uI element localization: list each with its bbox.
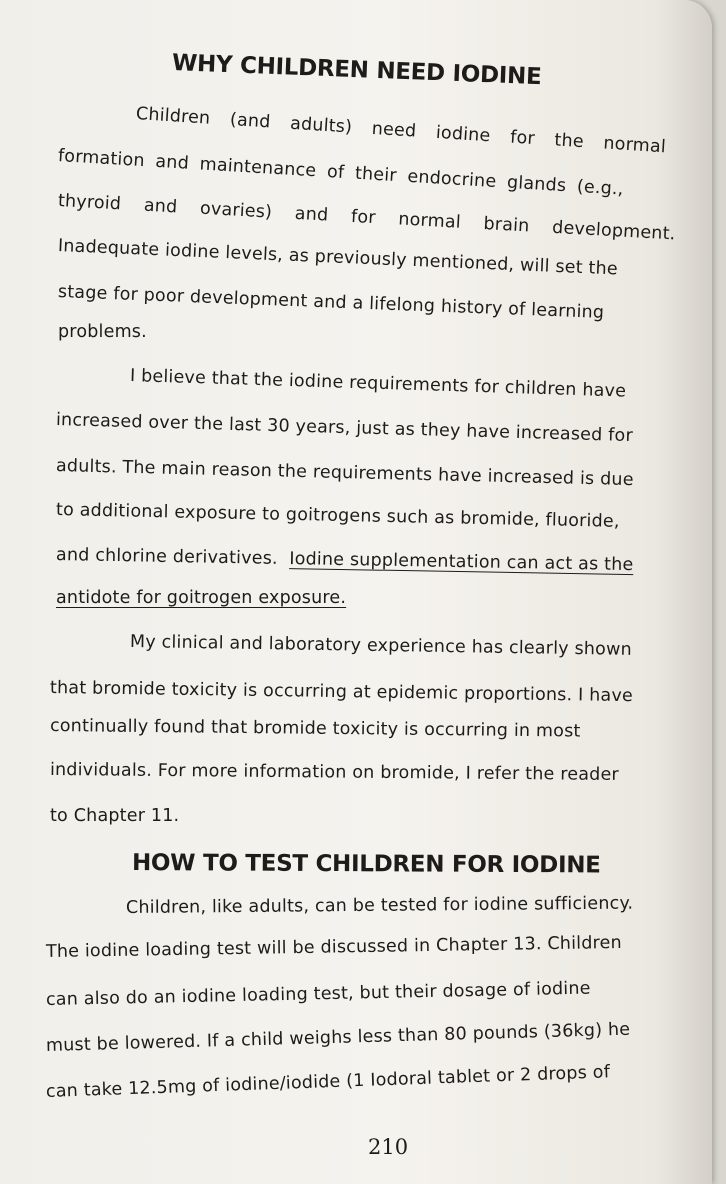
text-line: The iodine loading test will be discussed in Chapter 13. Children (45, 932, 622, 962)
text-line: Children (and adults) need iodine for the normal (135, 104, 667, 158)
text-line: to Chapter 11. (50, 806, 180, 826)
text-line: continually found that bromide toxicity is occurring in most (49, 716, 581, 742)
text-line: Children, like adults, can be tested for iodine sufficiency. (125, 893, 634, 918)
text-line: problems. (58, 322, 147, 342)
text-line: can also do an iodine loading test, but their dosage of iodine (45, 978, 591, 1010)
text-line: individuals. For more information on bromide, I refer the reader (49, 760, 619, 785)
text-line: I believe that the iodine requirements for children have (129, 366, 627, 402)
text-line: must be lowered. If a child weighs less than 80 pounds (36kg) he (45, 1019, 631, 1056)
underlined-text: Iodine supplementation can act as the (289, 549, 634, 576)
heading-how-to-test-children: HOW TO TEST CHILDREN FOR IODINE (131, 850, 601, 879)
text-line: adults. The main reason the requirements have increased is due (55, 456, 634, 491)
text-line: stage for poor development and a lifelong history of learning (57, 282, 605, 323)
underlined-text: antidote for goitrogen exposure. (56, 588, 347, 608)
text-line: increased over the last 30 years, just as they have increased for (55, 410, 634, 447)
text-line: Inadequate iodine levels, as previously mentioned, will set the (57, 236, 619, 280)
text-line: to additional exposure to goitrogens such as bromide, fluoride, (55, 500, 620, 532)
text-line: My clinical and laboratory experience has clearly shown (129, 632, 633, 660)
text-line: can take 12.5mg of iodine/iodide (1 Iodoral tablet or 2 drops of (45, 1062, 611, 1102)
text-line: formation and maintenance of their endocrine glands (e.g., (57, 146, 625, 200)
text-line (56, 545, 634, 575)
page-number: 210 (368, 1135, 409, 1159)
heading-why-children-need-iodine: WHY CHILDREN NEED IODINE (171, 50, 542, 91)
text-line: thyroid and ovaries) and for normal brain development. (57, 191, 676, 245)
text-segment: and chlorine derivatives. (55, 545, 278, 569)
text-line: that bromide toxicity is occurring at epidemic proportions. I have (49, 678, 634, 707)
